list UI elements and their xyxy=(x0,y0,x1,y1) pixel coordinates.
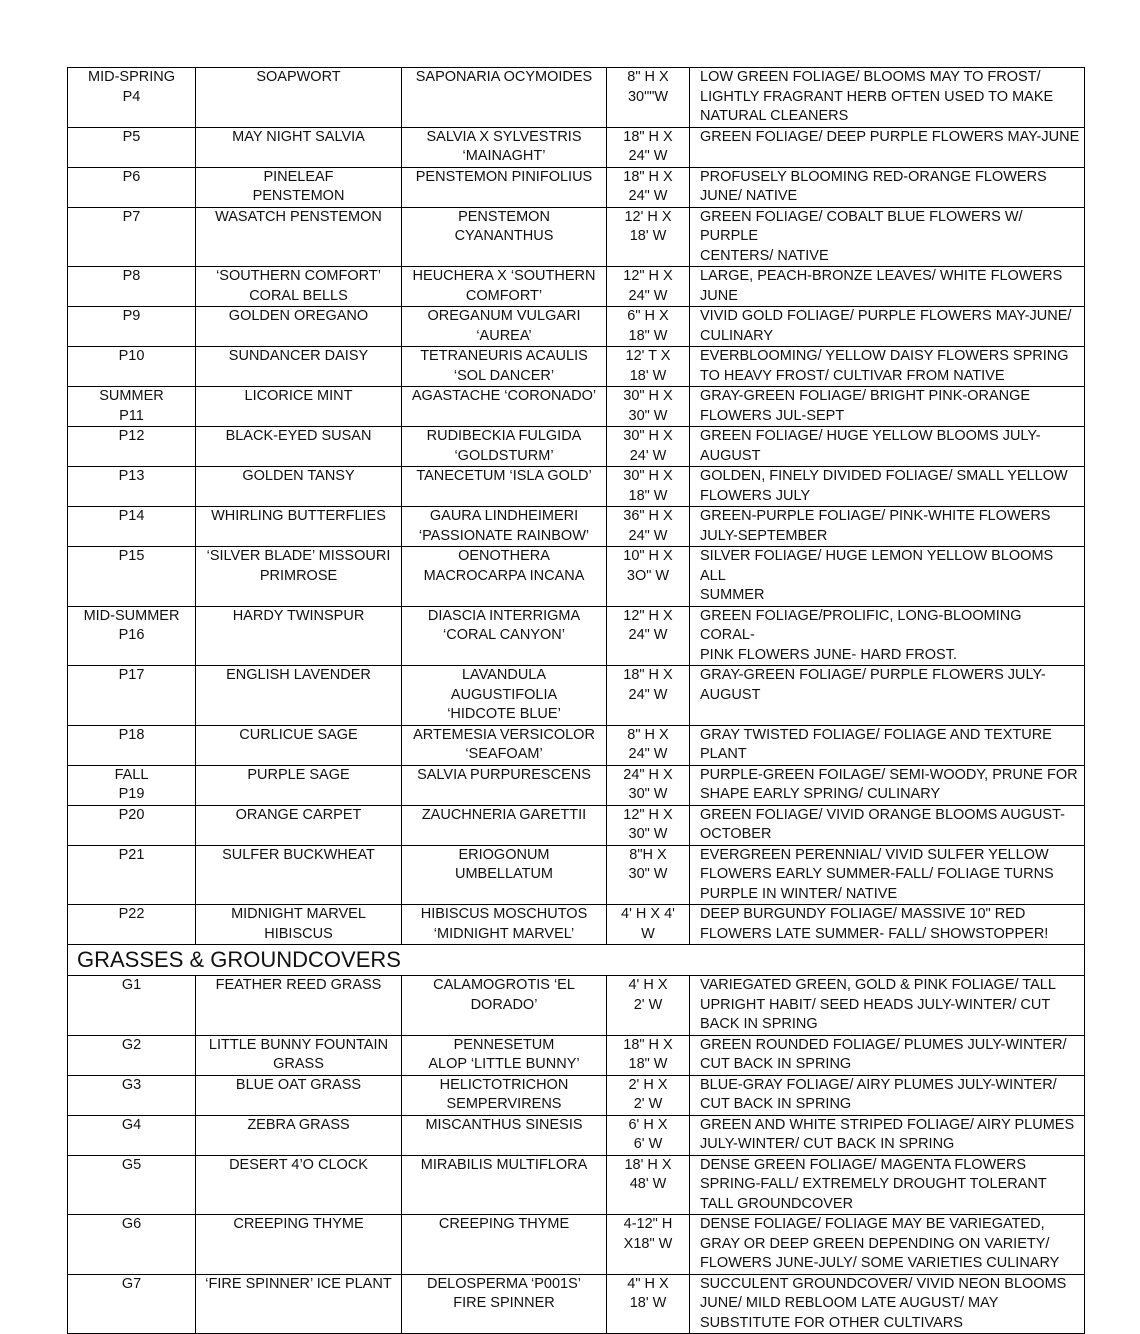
botanical-name-cell: LAVANDULA AUGUSTIFOLIA ‘HIDCOTE BLUE’ xyxy=(402,666,607,726)
table-row xyxy=(68,725,1085,765)
size-cell: 8"H X 30" W xyxy=(607,845,690,905)
common-name-cell: DESERT 4’O CLOCK xyxy=(196,1155,402,1215)
botanical-name-cell: PENSTEMON CYANANTHUS xyxy=(402,207,607,267)
common-name-cell: PINELEAF PENSTEMON xyxy=(196,167,402,207)
common-name-cell: MIDNIGHT MARVEL HIBISCUS xyxy=(196,905,402,945)
size-cell: 30" H X 24' W xyxy=(607,427,690,467)
description-cell: VARIEGATED GREEN, GOLD & PINK FOLIAGE/ TALL UPRIGHT HABIT/ SEED HEADS JULY-WINTER/ CUT BACK IN SPRING xyxy=(690,976,1085,1036)
common-name-cell: SOAPWORT xyxy=(196,68,402,128)
botanical-name-cell: TETRANEURIS ACAULIS ‘SOL DANCER’ xyxy=(402,347,607,387)
description-cell: GRAY-GREEN FOLIAGE/ PURPLE FLOWERS JULY- AUGUST xyxy=(690,666,1085,726)
description-cell: GREEN AND WHITE STRIPED FOLIAGE/ AIRY PLUMES JULY-WINTER/ CUT BACK IN SPRING xyxy=(690,1115,1085,1155)
plant-schedule-body xyxy=(68,68,1085,1334)
common-name-cell: LICORICE MINT xyxy=(196,387,402,427)
size-cell: 2' H X 2' W xyxy=(607,1075,690,1115)
size-cell: 12' T X 18' W xyxy=(607,347,690,387)
common-name-cell: SUNDANCER DAISY xyxy=(196,347,402,387)
size-cell: 6" H X 18" W xyxy=(607,307,690,347)
section-header-row xyxy=(68,945,1085,976)
botanical-name-cell: CALAMOGROTIS ‘EL DORADO’ xyxy=(402,976,607,1036)
description-cell: LARGE, PEACH-BRONZE LEAVES/ WHITE FLOWERS JUNE xyxy=(690,267,1085,307)
size-cell: 4' H X 2' W xyxy=(607,976,690,1036)
size-cell: 12" H X 30" W xyxy=(607,805,690,845)
section-title: GRASSES & GROUNDCOVERS xyxy=(68,945,1085,976)
season-cell: P10 xyxy=(68,347,196,387)
common-name-cell: GOLDEN TANSY xyxy=(196,467,402,507)
size-cell: 36" H X 24" W xyxy=(607,507,690,547)
description-cell: EVERBLOOMING/ YELLOW DAISY FLOWERS SPRING TO HEAVY FROST/ CULTIVAR FROM NATIVE xyxy=(690,347,1085,387)
botanical-name-cell: HEUCHERA X ‘SOUTHERN COMFORT’ xyxy=(402,267,607,307)
description-cell: GREEN FOLIAGE/PROLIFIC, LONG-BLOOMING CORAL- PINK FLOWERS JUNE- HARD FROST. xyxy=(690,606,1085,666)
description-cell: BLUE-GRAY FOLIAGE/ AIRY PLUMES JULY-WINTER/ CUT BACK IN SPRING xyxy=(690,1075,1085,1115)
season-cell: P7 xyxy=(68,207,196,267)
season-cell: P6 xyxy=(68,167,196,207)
botanical-name-cell: SALVIA X SYLVESTRIS ‘MAINAGHT’ xyxy=(402,127,607,167)
size-cell: 4' H X 4' W xyxy=(607,905,690,945)
botanical-name-cell: GAURA LINDHEIMERI ‘PASSIONATE RAINBOW’ xyxy=(402,507,607,547)
size-cell: 12" H X 24" W xyxy=(607,267,690,307)
season-cell: P12 xyxy=(68,427,196,467)
botanical-name-cell: HIBISCUS MOSCHUTOS ‘MIDNIGHT MARVEL’ xyxy=(402,905,607,945)
botanical-name-cell: DELOSPERMA ‘P001S’ FIRE SPINNER xyxy=(402,1274,607,1334)
size-cell: 8" H X 24" W xyxy=(607,725,690,765)
botanical-name-cell: AGASTACHE ‘CORONADO’ xyxy=(402,387,607,427)
botanical-name-cell: OREGANUM VULGARI ‘AUREA’ xyxy=(402,307,607,347)
description-cell: GREEN FOLIAGE/ DEEP PURPLE FLOWERS MAY-JUNE xyxy=(690,127,1085,167)
description-cell: PURPLE-GREEN FOILAGE/ SEMI-WOODY, PRUNE FOR SHAPE EARLY SPRING/ CULINARY xyxy=(690,765,1085,805)
table-row xyxy=(68,765,1085,805)
table-row xyxy=(68,347,1085,387)
size-cell: 18" H X 24" W xyxy=(607,127,690,167)
size-cell: 8" H X 30""W xyxy=(607,68,690,128)
table-row xyxy=(68,387,1085,427)
season-cell: P5 xyxy=(68,127,196,167)
table-row xyxy=(68,467,1085,507)
botanical-name-cell: ZAUCHNERIA GARETTII xyxy=(402,805,607,845)
season-cell: P21 xyxy=(68,845,196,905)
description-cell: GREEN FOLIAGE/ VIVID ORANGE BLOOMS AUGUST- OCTOBER xyxy=(690,805,1085,845)
description-cell: GRAY TWISTED FOLIAGE/ FOLIAGE AND TEXTURE PLANT xyxy=(690,725,1085,765)
table-row xyxy=(68,307,1085,347)
description-cell: PROFUSELY BLOOMING RED-ORANGE FLOWERS JUNE/ NATIVE xyxy=(690,167,1085,207)
common-name-cell: LITTLE BUNNY FOUNTAIN GRASS xyxy=(196,1035,402,1075)
description-cell: GRAY-GREEN FOLIAGE/ BRIGHT PINK-ORANGE FLOWERS JUL-SEPT xyxy=(690,387,1085,427)
season-cell: SUMMER P11 xyxy=(68,387,196,427)
season-cell: P20 xyxy=(68,805,196,845)
season-cell: FALL P19 xyxy=(68,765,196,805)
description-cell: GOLDEN, FINELY DIVIDED FOLIAGE/ SMALL YELLOW FLOWERS JULY xyxy=(690,467,1085,507)
table-row xyxy=(68,905,1085,945)
table-row xyxy=(68,845,1085,905)
botanical-name-cell: OENOTHERA MACROCARPA INCANA xyxy=(402,547,607,607)
botanical-name-cell: SAPONARIA OCYMOIDES xyxy=(402,68,607,128)
size-cell: 12" H X 24" W xyxy=(607,606,690,666)
common-name-cell: BLUE OAT GRASS xyxy=(196,1075,402,1115)
botanical-name-cell: ERIOGONUM UMBELLATUM xyxy=(402,845,607,905)
description-cell: LOW GREEN FOLIAGE/ BLOOMS MAY TO FROST/ LIGHTLY FRAGRANT HERB OFTEN USED TO MAKE NATURAL CLEANERS xyxy=(690,68,1085,128)
botanical-name-cell: MISCANTHUS SINESIS xyxy=(402,1115,607,1155)
season-cell: P13 xyxy=(68,467,196,507)
season-cell: P17 xyxy=(68,666,196,726)
size-cell: 12' H X 18' W xyxy=(607,207,690,267)
common-name-cell: ZEBRA GRASS xyxy=(196,1115,402,1155)
common-name-cell: CREEPING THYME xyxy=(196,1215,402,1275)
season-cell: P15 xyxy=(68,547,196,607)
season-cell: MID-SUMMER P16 xyxy=(68,606,196,666)
season-cell: G6 xyxy=(68,1215,196,1275)
season-cell: P14 xyxy=(68,507,196,547)
season-cell: P22 xyxy=(68,905,196,945)
botanical-name-cell: TANECETUM ‘ISLA GOLD’ xyxy=(402,467,607,507)
table-row xyxy=(68,427,1085,467)
table-row xyxy=(68,666,1085,726)
botanical-name-cell: PENNESETUM ALOP ‘LITTLE BUNNY’ xyxy=(402,1035,607,1075)
table-row xyxy=(68,267,1085,307)
common-name-cell: FEATHER REED GRASS xyxy=(196,976,402,1036)
size-cell: 24" H X 30" W xyxy=(607,765,690,805)
description-cell: VIVID GOLD FOLIAGE/ PURPLE FLOWERS MAY-JUNE/ CULINARY xyxy=(690,307,1085,347)
description-cell: GREEN FOLIAGE/ COBALT BLUE FLOWERS W/ PURPLE CENTERS/ NATIVE xyxy=(690,207,1085,267)
common-name-cell: ENGLISH LAVENDER xyxy=(196,666,402,726)
description-cell: SUCCULENT GROUNDCOVER/ VIVID NEON BLOOMS JUNE/ MILD REBLOOM LATE AUGUST/ MAY SUBSTITUTE FOR OTHER CULTIVARS xyxy=(690,1274,1085,1334)
common-name-cell: MAY NIGHT SALVIA xyxy=(196,127,402,167)
botanical-name-cell: DIASCIA INTERRIGMA ‘CORAL CANYON’ xyxy=(402,606,607,666)
common-name-cell: ‘SOUTHERN COMFORT’ CORAL BELLS xyxy=(196,267,402,307)
season-cell: G7 xyxy=(68,1274,196,1334)
size-cell: 4-12" H X18" W xyxy=(607,1215,690,1275)
common-name-cell: WHIRLING BUTTERFLIES xyxy=(196,507,402,547)
common-name-cell: GOLDEN OREGANO xyxy=(196,307,402,347)
botanical-name-cell: SALVIA PURPURESCENS xyxy=(402,765,607,805)
description-cell: GREEN-PURPLE FOLIAGE/ PINK-WHITE FLOWERS JULY-SEPTEMBER xyxy=(690,507,1085,547)
table-row xyxy=(68,207,1085,267)
table-row xyxy=(68,167,1085,207)
size-cell: 30" H X 18" W xyxy=(607,467,690,507)
size-cell: 18' H X 48' W xyxy=(607,1155,690,1215)
description-cell: GREEN FOLIAGE/ HUGE YELLOW BLOOMS JULY- AUGUST xyxy=(690,427,1085,467)
table-row xyxy=(68,507,1085,547)
size-cell: 6' H X 6' W xyxy=(607,1115,690,1155)
common-name-cell: CURLICUE SAGE xyxy=(196,725,402,765)
description-cell: DEEP BURGUNDY FOLIAGE/ MASSIVE 10" RED FLOWERS LATE SUMMER- FALL/ SHOWSTOPPER! xyxy=(690,905,1085,945)
description-cell: DENSE FOLIAGE/ FOLIAGE MAY BE VARIEGATED, GRAY OR DEEP GREEN DEPENDING ON VARIETY/ FLOWERS JUNE-JULY/ SOME VARIETIES CULINARY xyxy=(690,1215,1085,1275)
description-cell: GREEN ROUNDED FOLIAGE/ PLUMES JULY-WINTER/ CUT BACK IN SPRING xyxy=(690,1035,1085,1075)
season-cell: G4 xyxy=(68,1115,196,1155)
description-cell: DENSE GREEN FOLIAGE/ MAGENTA FLOWERS SPRING-FALL/ EXTREMELY DROUGHT TOLERANT TALL GROUNDCOVER xyxy=(690,1155,1085,1215)
table-row xyxy=(68,1155,1085,1215)
size-cell: 30" H X 30" W xyxy=(607,387,690,427)
common-name-cell: PURPLE SAGE xyxy=(196,765,402,805)
botanical-name-cell: ARTEMESIA VERSICOLOR ‘SEAFOAM’ xyxy=(402,725,607,765)
botanical-name-cell: RUDIBECKIA FULGIDA ‘GOLDSTURM’ xyxy=(402,427,607,467)
common-name-cell: ORANGE CARPET xyxy=(196,805,402,845)
size-cell: 4" H X 18' W xyxy=(607,1274,690,1334)
table-row xyxy=(68,127,1085,167)
plant-schedule-table xyxy=(67,67,1085,1334)
botanical-name-cell: CREEPING THYME xyxy=(402,1215,607,1275)
common-name-cell: ‘SILVER BLADE’ MISSOURI PRIMROSE xyxy=(196,547,402,607)
size-cell: 10" H X 3O" W xyxy=(607,547,690,607)
table-row xyxy=(68,1115,1085,1155)
season-cell: P8 xyxy=(68,267,196,307)
table-row xyxy=(68,547,1085,607)
season-cell: MID-SPRING P4 xyxy=(68,68,196,128)
season-cell: G5 xyxy=(68,1155,196,1215)
common-name-cell: SULFER BUCKWHEAT xyxy=(196,845,402,905)
table-row xyxy=(68,805,1085,845)
season-cell: P9 xyxy=(68,307,196,347)
common-name-cell: HARDY TWINSPUR xyxy=(196,606,402,666)
common-name-cell: ‘FIRE SPINNER’ ICE PLANT xyxy=(196,1274,402,1334)
table-row xyxy=(68,1075,1085,1115)
description-cell: EVERGREEN PERENNIAL/ VIVID SULFER YELLOW FLOWERS EARLY SUMMER-FALL/ FOLIAGE TURNS PURPLE IN WINTER/ NATIVE xyxy=(690,845,1085,905)
common-name-cell: BLACK-EYED SUSAN xyxy=(196,427,402,467)
table-row xyxy=(68,976,1085,1036)
season-cell: G3 xyxy=(68,1075,196,1115)
botanical-name-cell: HELICTOTRICHON SEMPERVIRENS xyxy=(402,1075,607,1115)
season-cell: G1 xyxy=(68,976,196,1036)
botanical-name-cell: PENSTEMON PINIFOLIUS xyxy=(402,167,607,207)
table-row xyxy=(68,68,1085,128)
table-row xyxy=(68,1035,1085,1075)
table-row xyxy=(68,1274,1085,1334)
table-row xyxy=(68,1215,1085,1275)
botanical-name-cell: MIRABILIS MULTIFLORA xyxy=(402,1155,607,1215)
size-cell: 18" H X 24" W xyxy=(607,167,690,207)
season-cell: G2 xyxy=(68,1035,196,1075)
description-cell: SILVER FOLIAGE/ HUGE LEMON YELLOW BLOOMS ALL SUMMER xyxy=(690,547,1085,607)
season-cell: P18 xyxy=(68,725,196,765)
size-cell: 18" H X 24" W xyxy=(607,666,690,726)
table-row xyxy=(68,606,1085,666)
common-name-cell: WASATCH PENSTEMON xyxy=(196,207,402,267)
size-cell: 18" H X 18" W xyxy=(607,1035,690,1075)
